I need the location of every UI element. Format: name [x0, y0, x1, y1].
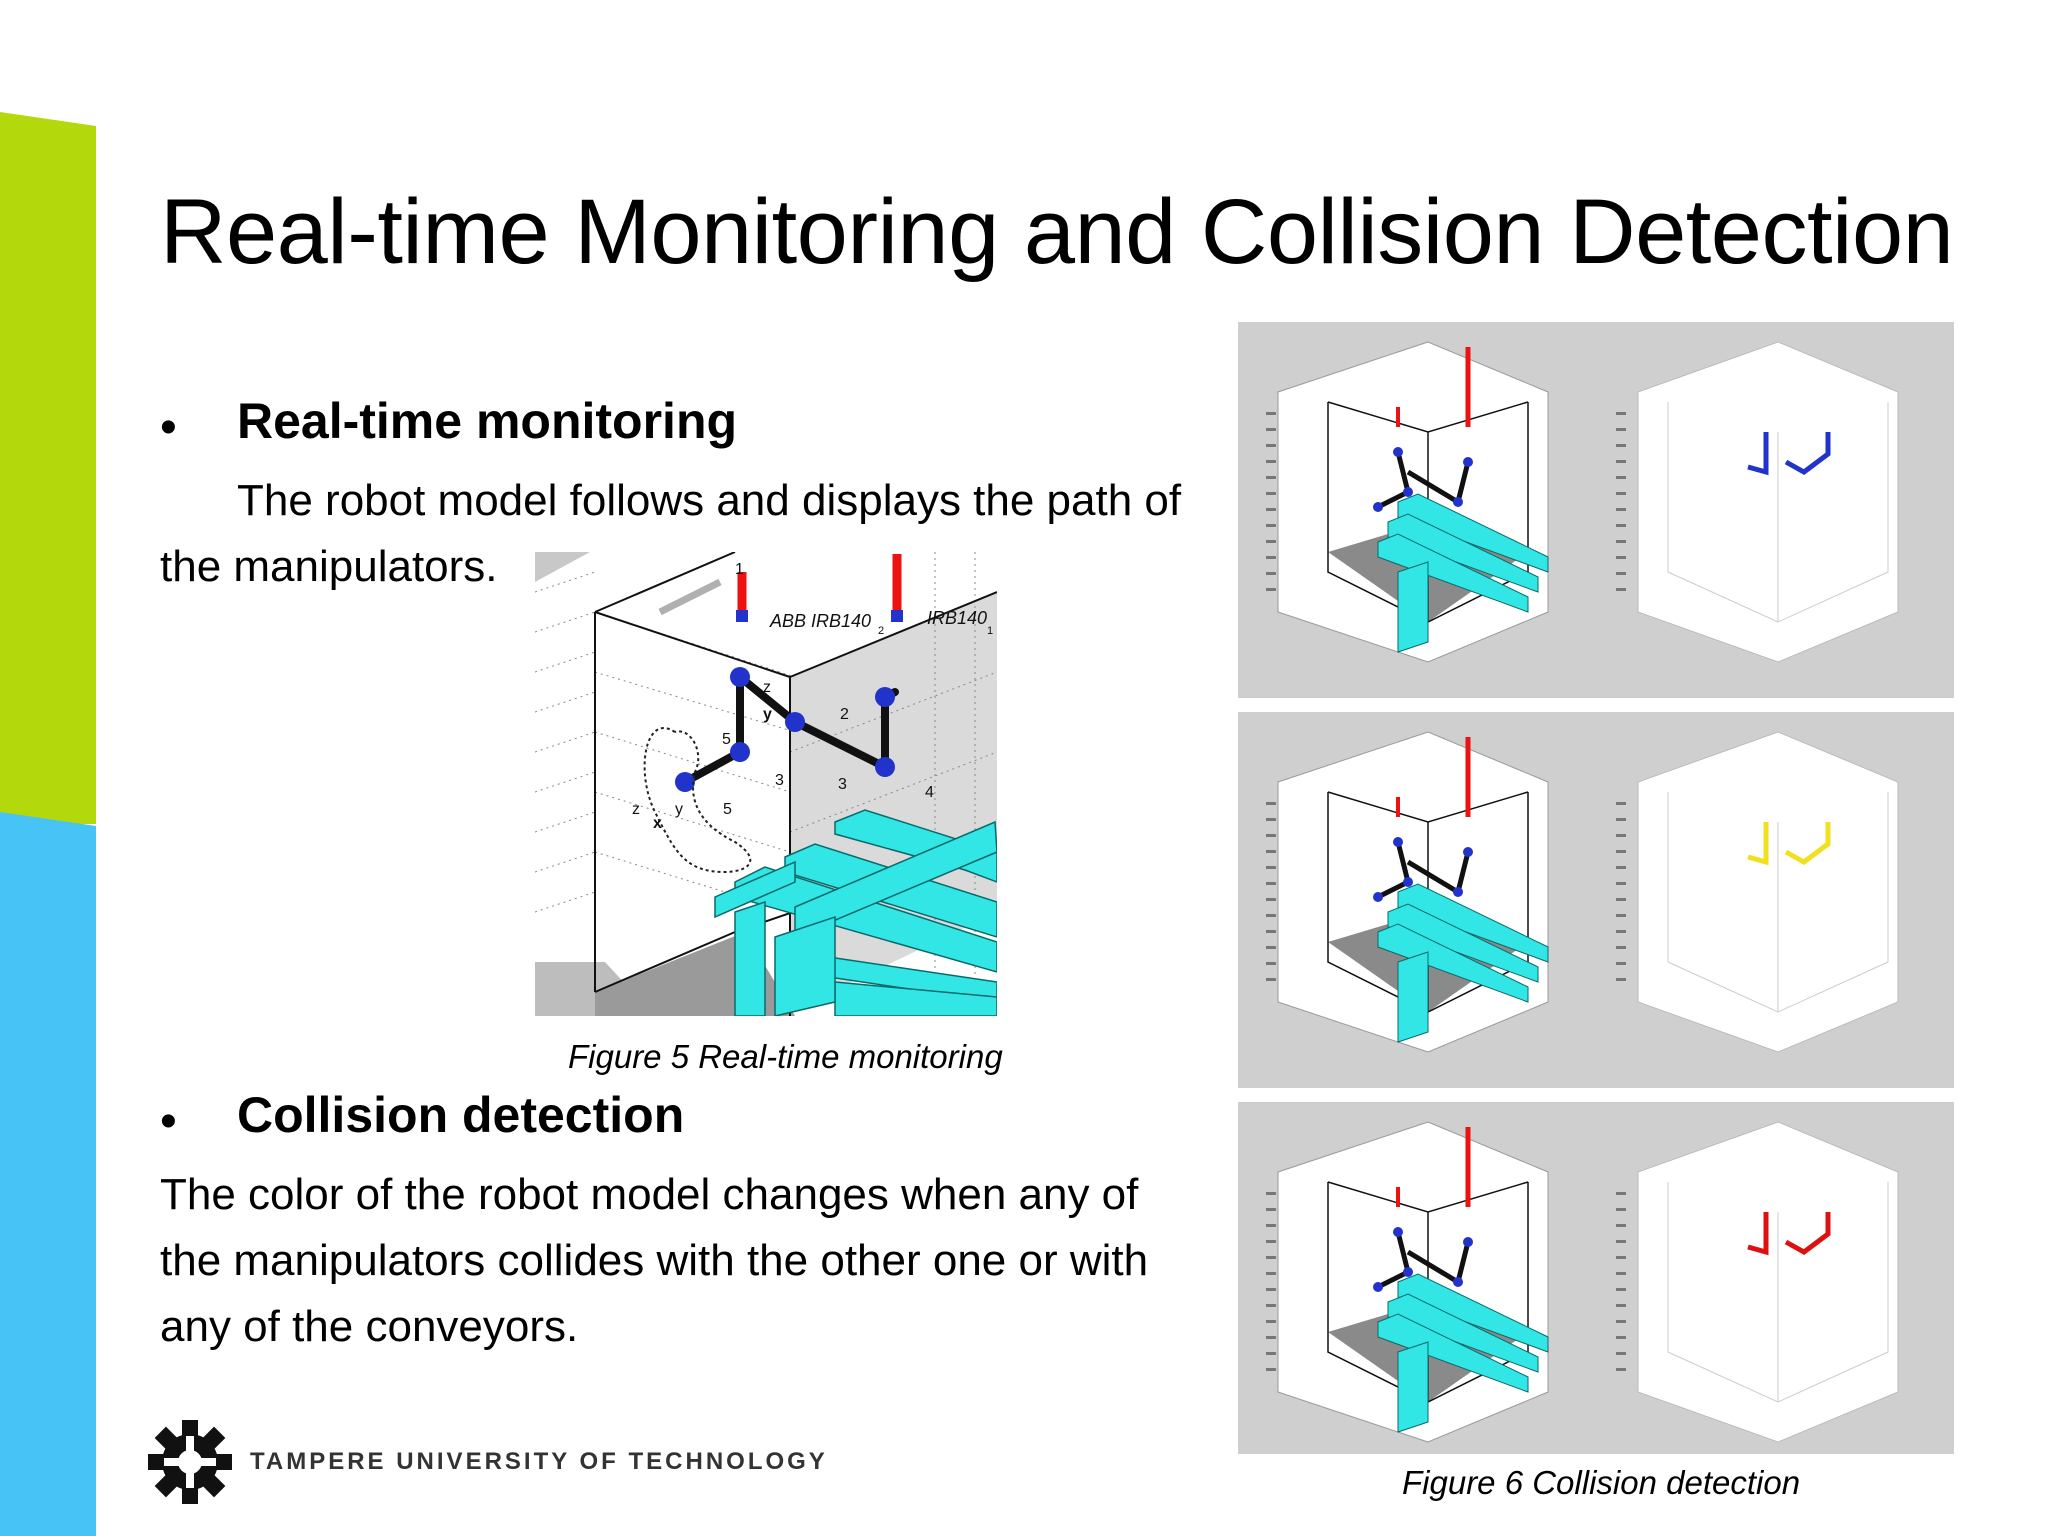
heading-realtime-monitoring: Real-time monitoring: [237, 393, 738, 449]
collision-panel-collision: [1238, 1102, 1954, 1454]
slide-title: Real-time Monitoring and Collision Detection: [160, 181, 1954, 283]
fig5-axis-label: y: [763, 706, 772, 723]
accent-stripe-blue: [0, 812, 96, 1536]
figure-6-caption: Figure 6 Collision detection: [1402, 1464, 1801, 1501]
body-line: the manipulators.: [160, 542, 498, 591]
figure-5-caption: Figure 5 Real-time monitoring: [568, 1038, 1003, 1075]
body-line: the manipulators collides with the other one or with: [160, 1236, 1149, 1285]
figure-5-image: [535, 552, 997, 1016]
collision-panel-warning: [1238, 712, 1954, 1088]
fig5-axis-label: x: [653, 815, 662, 832]
heading-collision-detection: Collision detection: [237, 1087, 685, 1143]
fig5-label: 2: [840, 706, 849, 723]
body-line: The robot model follows and displays the path of: [237, 476, 1182, 525]
bullet-2: •: [160, 1095, 177, 1148]
fig5-axis-label: y: [675, 801, 683, 818]
fig5-label: 5: [722, 731, 731, 748]
fig5-robot-sub: 1: [987, 625, 994, 637]
fig5-label: 3: [775, 772, 784, 789]
accent-stripe-green: [0, 112, 96, 824]
gear-icon: [146, 1418, 234, 1506]
fig5-label: 3: [838, 776, 847, 793]
fig5-robot-label: IRB140: [927, 608, 988, 628]
fig5-label: 4: [925, 784, 934, 801]
fig5-robot-label: ABB IRB140: [770, 611, 872, 631]
fig5-axis-label: z: [632, 801, 640, 818]
body-line: any of the conveyors.: [160, 1302, 579, 1351]
fig5-robot-sub: 2: [878, 625, 885, 637]
body-line: The color of the robot model changes when any of: [160, 1170, 1139, 1219]
fig5-label: 5: [723, 801, 732, 818]
bullet-1: •: [160, 401, 177, 454]
fig5-axis-label: z: [763, 679, 771, 696]
fig5-label: 1: [735, 561, 744, 578]
university-logo-text: TAMPERE UNIVERSITY OF TECHNOLOGY: [250, 1448, 828, 1475]
figure-6-image: [1238, 322, 1954, 1454]
collision-panel-no-collision: [1238, 322, 1954, 698]
